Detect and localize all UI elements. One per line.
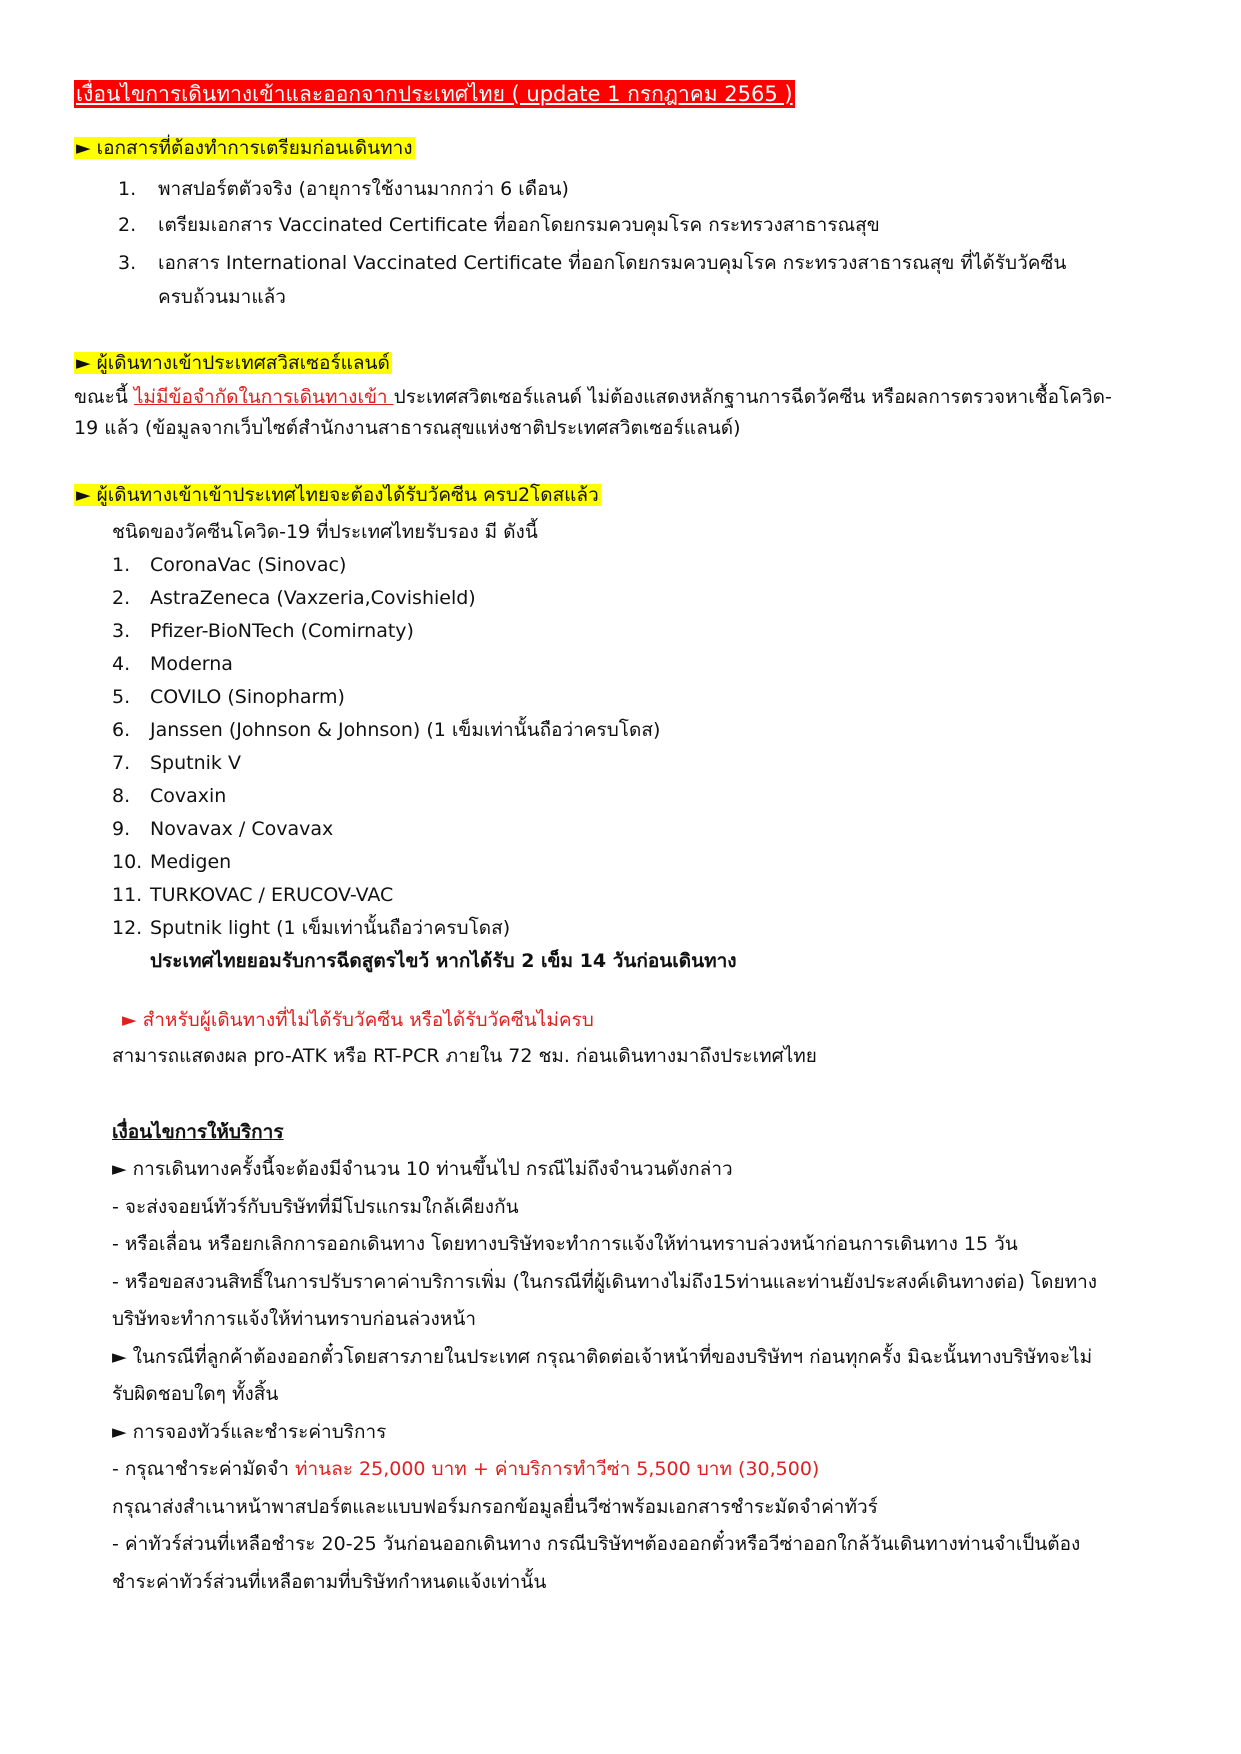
terms-heading: เงื่อนไขการให้บริการ (112, 1121, 284, 1143)
section-swiss-heading (74, 349, 392, 377)
vaccine-item: 2. AstraZeneca (Vaxzeria,Covishield) (112, 587, 476, 609)
section-docs-heading (74, 134, 415, 162)
section-thai-heading (74, 481, 601, 509)
vaccine-item: 7. Sputnik V (112, 752, 241, 774)
vaccine-item: 3. Pfizer-BioNTech (Comirnaty) (112, 620, 414, 642)
terms-line: - หรือเลื่อน หรือยกเลิกการออกเดินทาง โดยทางบริษัทจะทำการแจ้งให้ท่านทราบล่วงหน้าก่อนการเดินทาง 15 วัน (112, 1233, 1018, 1255)
unvax-heading: ► สำหรับผู้เดินทางที่ไม่ได้รับวัคซีน หรือได้รับวัคซีนไม่ครบ (122, 1009, 594, 1031)
docs-item-2: 2. เตรียมเอกสาร Vaccinated Certificate ที่ออกโดยกรมควบคุมโรค กระทรวงสาธารณสุข (118, 214, 880, 236)
unvax-text: สามารถแสดงผล pro-ATK หรือ RT-PCR ภายใน 72 ชม. ก่อนเดินทางมาถึงประเทศไทย (112, 1045, 817, 1067)
terms-line: ► การเดินทางครั้งนี้จะต้องมีจำนวน 10 ท่านขึ้นไป กรณีไม่ถึงจำนวนดังกล่าว (112, 1158, 733, 1180)
vaccine-item: 12. Sputnik light (1 เข็มเท่านั้นถือว่าครบโดส) (112, 917, 511, 939)
swiss-line-1: ขณะนี้ ไม่มีข้อจำกัดในการเดินทางเข้า ประเทศสวิตเซอร์แลนด์ ไม่ต้องแสดงหลักฐานการฉีดวัคซีน หรือผลการตรวจหาเชื้อโควิด- (74, 386, 1112, 408)
vaccine-intro: ชนิดของวัคซีนโควิด-19 ที่ประเทศไทยรับรอง มี ดังนี้ (112, 521, 538, 543)
terms-line: - หรือขอสงวนสิทธิ์ในการปรับราคาค่าบริการเพิ่ม (ในกรณีที่ผู้เดินทางไม่ถึง15ท่านและท่านยังประสงค์เดินทางต่อ) โดยทาง (112, 1271, 1098, 1293)
docs-heading-text: ► เอกสารที่ต้องทำการเตรียมก่อนเดินทาง (76, 137, 413, 159)
vaccine-item: 11. TURKOVAC / ERUCOV-VAC (112, 884, 394, 906)
vaccine-item: 5. COVILO (Sinopharm) (112, 686, 345, 708)
vaccine-item: 10. Medigen (112, 851, 232, 873)
docs-item-1: 1. พาสปอร์ตตัวจริง (อายุการใช้งานมากกว่า 6 เดือน) (118, 178, 569, 200)
vaccine-item: 6. Janssen (Johnson & Johnson) (1 เข็มเท่านั้นถือว่าครบโดส) (112, 719, 661, 741)
terms-line: ► ในกรณีที่ลูกค้าต้องออกตั๋วโดยสารภายในประเทศ กรุณาติดต่อเจ้าหน้าที่ของบริษัทฯ ก่อนทุกครั้ง มิฉะนั้นทางบริษัทจะไม่ (112, 1346, 1093, 1368)
vaccine-item: 9. Novavax / Covavax (112, 818, 334, 840)
terms-line: ► การจองทัวร์และชำระค่าบริการ (112, 1421, 387, 1443)
terms-line: บริษัทจะทำการแจ้งให้ท่านทราบก่อนล่วงหน้า (112, 1308, 476, 1330)
terms-line: กรุณาส่งสำเนาหน้าพาสปอร์ตและแบบฟอร์มกรอกข้อมูลยื่นวีซ่าพร้อมเอกสารชำระมัดจำค่าทัวร์ (112, 1496, 878, 1518)
no-restriction-link[interactable]: ไม่มีข้อจำกัดในการเดินทางเข้า (133, 386, 394, 408)
docs-item-3-cont: ครบถ้วนมาแล้ว (158, 286, 286, 308)
docs-item-3: 3. เอกสาร International Vaccinated Certificate ที่ออกโดยกรมควบคุมโรค กระทรวงสาธารณสุข ที่ได้รับวัคซีน (118, 252, 1067, 274)
thai-heading-text: ► ผู้เดินทางเข้าเข้าประเทศไทยจะต้องได้รับวัคซีน ครบ2โดสแล้ว (76, 484, 599, 506)
terms-line: - ค่าทัวร์ส่วนที่เหลือชำระ 20-25 วันก่อนออกเดินทาง กรณีบริษัทฯต้องออกตั๋วหรือวีซ่าออกใกล้วันเดินทางท่านจำเป็นต้อง (112, 1533, 1081, 1555)
mix-vaccine-note: ประเทศไทยยอมรับการฉีดสูตรไขว้ หากได้รับ 2 เข็ม 14 วันก่อนเดินทาง (150, 950, 737, 972)
swiss-line-2: 19 แล้ว (ข้อมูลจากเว็บไซต์สำนักงานสาธารณสุขแห่งชาติประเทศสวิตเซอร์แลนด์) (74, 417, 741, 439)
terms-line: - จะส่งจอยน์ทัวร์กับบริษัทที่มีโปรแกรมใกล้เคียงกัน (112, 1196, 519, 1218)
vaccine-item: 4. Moderna (112, 653, 233, 675)
page-title: เงื่อนไขการเดินทางเข้าและออกจากประเทศไทย ( update 1 กรกฎาคม 2565 ) (76, 82, 793, 106)
terms-line: รับผิดชอบใดๆ ทั้งสิ้น (112, 1383, 279, 1405)
terms-line: ชำระค่าทัวร์ส่วนที่เหลือตามที่บริษัทกำหนดแจ้งเท่านั้น (112, 1571, 547, 1593)
deposit-amount: ท่านละ 25,000 บาท + ค่าบริการทำวีซ่า 5,500 บาท (30,500) (294, 1458, 820, 1480)
vaccine-item: 8. Covaxin (112, 785, 227, 807)
swiss-heading-text: ► ผู้เดินทางเข้าประเทศสวิสเซอร์แลนด์ (76, 352, 390, 374)
deposit-line: - กรุณาชำระค่ามัดจำ ท่านละ 25,000 บาท + ค่าบริการทำวีซ่า 5,500 บาท (30,500) (112, 1458, 820, 1480)
vaccine-item: 1. CoronaVac (Sinovac) (112, 554, 347, 576)
